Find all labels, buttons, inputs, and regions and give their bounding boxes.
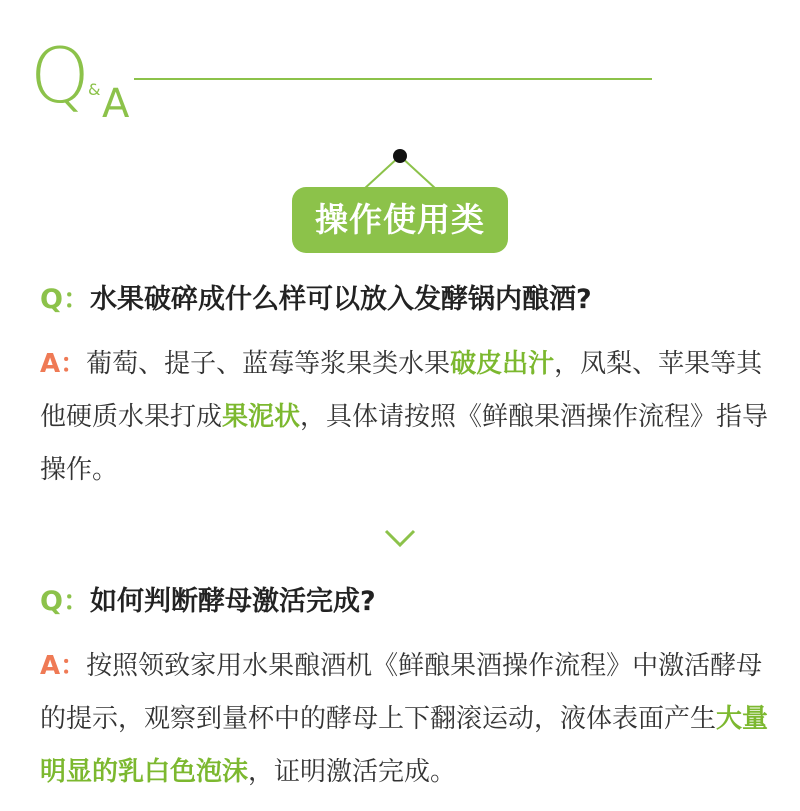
question-text: 如何判断酵母激活完成? <box>89 586 376 617</box>
answer-highlight: 破皮出汁 <box>450 349 555 379</box>
answer-2 <box>40 640 770 799</box>
logo-ampersand: & <box>88 80 101 99</box>
qa-item-1 <box>40 280 770 497</box>
chevron-down-icon <box>383 527 417 549</box>
answer-text: ，证明激活完成。 <box>248 757 457 787</box>
question-marker: Q： <box>40 284 90 315</box>
qa-item-2 <box>40 582 770 799</box>
answer-marker: A： <box>40 651 87 681</box>
answer-highlight: 果泥状 <box>222 402 301 432</box>
logo-letter-a: A <box>102 81 130 127</box>
answer-text: 按照领致家用水果酿酒机《鲜酿果酒操作流程》中激活酵母的提示，观察到量杯中的酵母上下翻滚运动，液体表面产生 <box>40 651 763 734</box>
category-badge: 操作使用类 <box>292 187 508 253</box>
answer-text: 葡萄、提子、蓝莓等浆果类水果 <box>86 349 451 379</box>
header-divider <box>134 78 652 80</box>
question-2 <box>40 582 770 622</box>
question-1 <box>40 280 770 320</box>
answer-highlight: 大量明显的乳白色泡沫 <box>40 704 769 787</box>
question-text: 水果破碎成什么样可以放入发酵锅内酿酒? <box>89 284 592 315</box>
question-marker: Q： <box>40 586 90 617</box>
answer-text: ，具体请按照《鲜酿果酒操作流程》指导操作。 <box>40 402 769 485</box>
answer-1 <box>40 338 770 497</box>
answer-marker: A： <box>40 349 87 379</box>
answer-text: ，凤梨、苹果等其他硬质水果打成 <box>40 349 763 432</box>
badge-hanger-icon <box>360 148 440 190</box>
logo-letter-q: Q <box>30 31 90 120</box>
